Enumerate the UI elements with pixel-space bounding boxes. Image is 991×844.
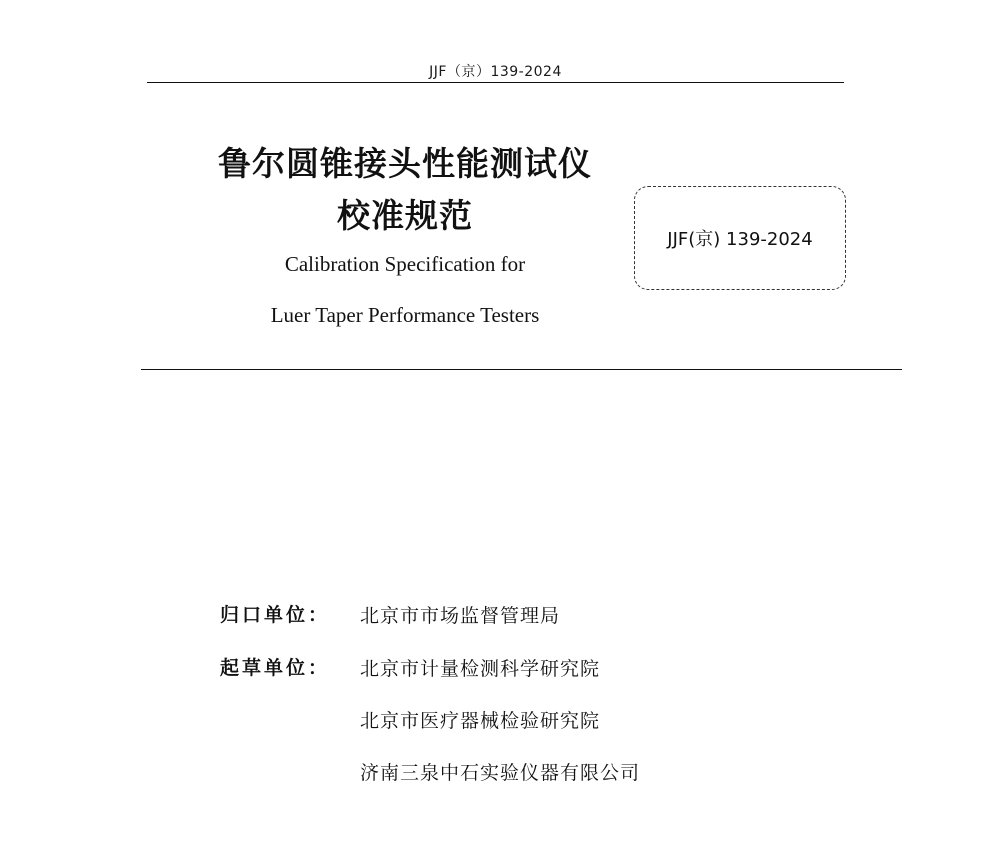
standard-code-text: JJF(京) 139-2024 [667, 229, 813, 250]
header-divider [147, 82, 844, 83]
drafting-unit-2: 北京市医疗器械检验研究院 [360, 710, 601, 732]
drafting-unit-label: 起草单位： [220, 657, 331, 679]
drafting-unit-1: 北京市计量检测科学研究院 [360, 658, 601, 680]
title-chinese [200, 138, 610, 242]
responsible-unit-label: 归口单位： [220, 604, 331, 626]
title-chinese-line-2: 校准规范 [337, 196, 473, 235]
title-chinese-line-1: 鲁尔圆锥接头性能测试仪 [218, 144, 592, 183]
responsible-unit-value: 北京市市场监督管理局 [360, 605, 561, 627]
standard-code-box [634, 186, 846, 290]
title-english-line-1: Calibration Specification for [284, 252, 526, 276]
header-standard-code: JJF（京）139-2024 [429, 64, 562, 80]
title-english-line-2: Luer Taper Performance Testers [270, 303, 540, 327]
drafting-unit-3: 济南三泉中石实验仪器有限公司 [360, 762, 641, 784]
title-divider [141, 369, 902, 370]
